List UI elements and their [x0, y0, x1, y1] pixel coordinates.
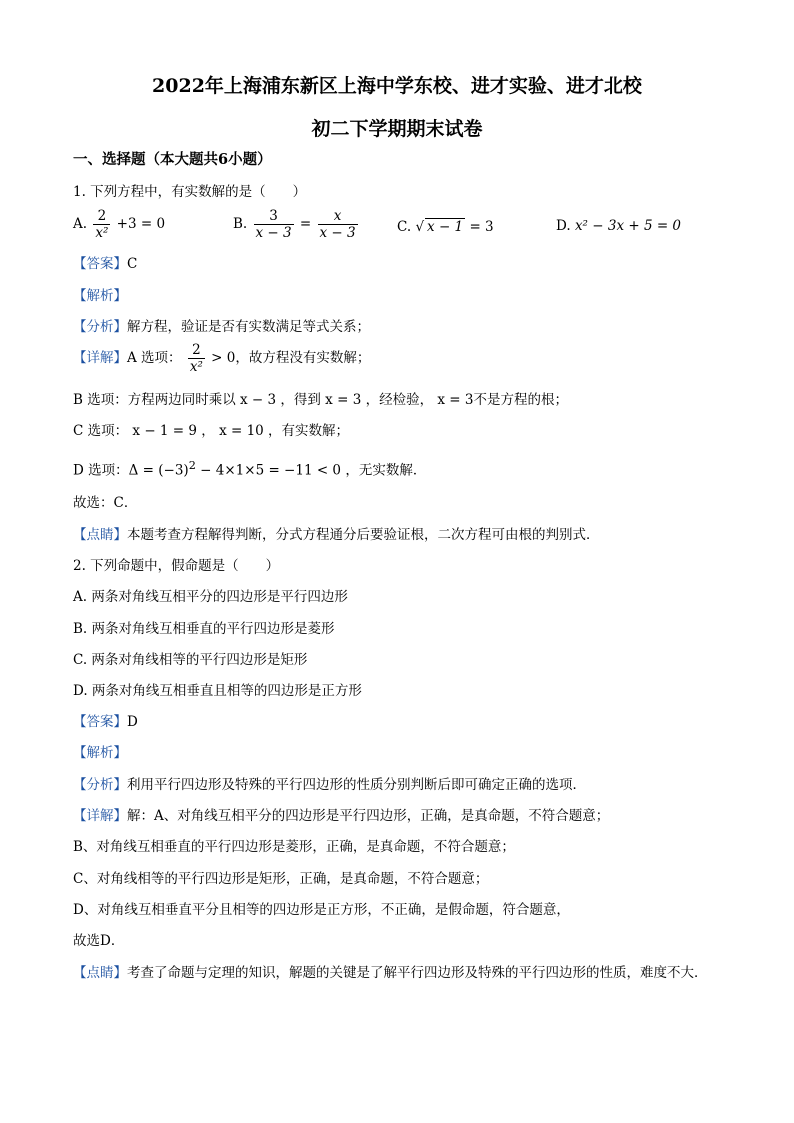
- section-heading: 一、选择题（本大题共6小题）: [73, 151, 272, 168]
- q2-analysis-label: 【解析】: [73, 745, 127, 761]
- q1-dianjing: 【点睛】本题考查方程解得判断，分式方程通分后要验证根，二次方程可由根的判别式．: [73, 527, 600, 543]
- q2-dianjing: 【点睛】考查了命题与定理的知识，解题的关键是了解平行四边形及特殊的平行四边形的性质，难度不大．: [73, 965, 708, 981]
- q1-b-line: B 选项：方程两边同时乘以 x − 3 ，得到 x = 3 ，经检验， x = 3不是方程的根；: [73, 392, 568, 408]
- q2-choice: 故选D．: [73, 933, 125, 949]
- q2-c-line: C、对角线相等的平行四边形是矩形，正确，是真命题，不符合题意；: [73, 871, 489, 887]
- q2-option-c: C. 两条对角线相等的平行四边形是矩形: [73, 652, 308, 668]
- q2-option-d: D. 两条对角线互相垂直且相等的四边形是正方形: [73, 683, 362, 699]
- q1-analysis-label: 【解析】: [73, 288, 127, 304]
- q1-option-a: A. $\frac{2}{\text{x²}}$ +3 = 0: [73, 208, 166, 241]
- document-subtitle: 初二下学期期末试卷: [311, 118, 483, 140]
- question-1-stem: 1. 下列方程中，有实数解的是（ ）: [73, 184, 307, 200]
- q2-fenxi: 【分析】利用平行四边形及特殊的平行四边形的性质分别判断后即可确定正确的选项．: [73, 777, 586, 793]
- q1-answer: 【答案】C: [73, 256, 138, 272]
- q1-c-line: C 选项： x − 1 = 9 ， x = 10 ，有实数解；: [73, 423, 350, 439]
- document-title: 2022年上海浦东新区上海中学东校、进才实验、进才北校: [152, 75, 642, 97]
- q1-option-d: D. x² − 3x + 5 = 0: [556, 218, 682, 234]
- q1-option-b: B. $\frac{3}{x - 3}$ = $\frac{x}{x - 3}$: [233, 208, 356, 241]
- q1-fenxi: 【分析】解方程，验证是否有实数满足等式关系；: [73, 319, 370, 335]
- q2-option-a: A. 两条对角线互相平分的四边形是平行四边形: [73, 589, 348, 605]
- q2-option-b: B. 两条对角线互相垂直的平行四边形是菱形: [73, 621, 335, 637]
- q1-d-line: D 选项：$\Delta = (-3)^2 - 4\times 1\times 5 = -11 < 0$ ，无实数解．: [73, 459, 427, 479]
- q1-xiangjie: 【详解】A 选项： $\frac{2}{\text{x²}}$ > 0，故方程没有实数解；: [73, 342, 371, 375]
- question-2-stem: 2. 下列命题中，假命题是（ ）: [73, 558, 280, 574]
- q2-xiangjie: 【详解】解：A、对角线互相平分的四边形是平行四边形，正确，是真命题，不符合题意；: [73, 808, 610, 824]
- q2-b-line: B、对角线互相垂直的平行四边形是菱形，正确，是真命题，不符合题意；: [73, 839, 515, 855]
- q1-option-c: C. √ x − 1 = 3: [397, 219, 494, 235]
- q2-d-line: D、对角线互相垂直平分且相等的四边形是正方形，不正确，是假命题，符合题意，: [73, 902, 570, 918]
- q2-answer: 【答案】D: [73, 714, 138, 730]
- q1-choice: 故选：C．: [73, 495, 138, 511]
